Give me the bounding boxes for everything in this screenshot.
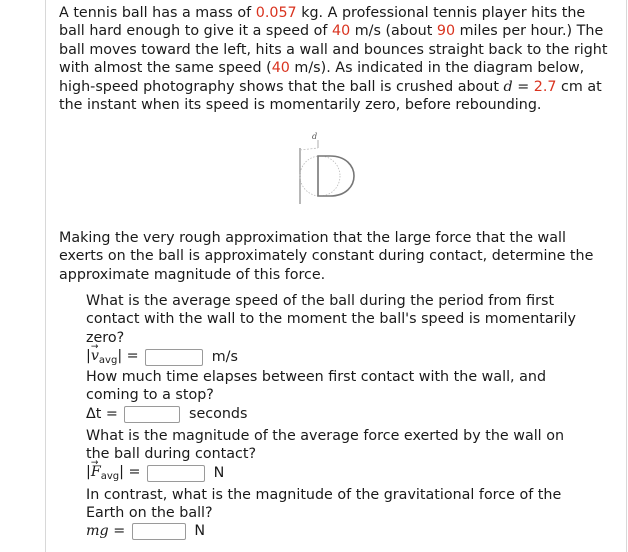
gravity-answer-input[interactable] (132, 523, 186, 540)
dimension-line (300, 148, 318, 150)
vavg-label: |→ $v_{avg}|$ = (86, 346, 139, 368)
question-gravity (86, 486, 606, 523)
text: high-speed photography shows that the ball is crushed about (59, 78, 504, 95)
text: ball hard enough to give it a speed of (59, 23, 332, 40)
text: m/s (about (350, 23, 437, 40)
force-unit: N (213, 465, 225, 481)
text: m/s). As indicated in the diagram below, (289, 60, 585, 77)
question-time (86, 368, 606, 405)
f-symbol: F (90, 464, 101, 480)
text-line: contact with the wall to the moment the ball's speed is momentarily (86, 311, 576, 328)
text: A tennis ball has a mass of (59, 5, 256, 21)
time-answer-input[interactable] (124, 406, 180, 423)
d-symbol: d (503, 78, 513, 95)
d-label: d (312, 132, 318, 141)
text-line: How much time elapses between first contact with the wall, and (86, 369, 547, 385)
text-line: zero? (86, 329, 125, 346)
problem-line: the instant when its speed is momentarily zero, before rebounding. (59, 97, 542, 114)
uncrushed-ball-outline (300, 156, 340, 196)
answer-row-gravity (86, 521, 205, 541)
crush-distance-value: 2.7 (533, 78, 557, 95)
question-force (86, 427, 606, 464)
gravity-unit: N (194, 523, 206, 539)
mg-symbol: mg = (86, 523, 126, 539)
text: kg. A professional tennis player hits the (296, 5, 586, 21)
answer-row-speed (86, 346, 238, 366)
text-line: approximate magnitude of this force. (59, 266, 326, 283)
question-average-speed (86, 292, 606, 347)
speed-unit: m/s (211, 349, 238, 365)
text: cm at (556, 78, 602, 95)
time-unit: seconds (189, 406, 248, 422)
text-line: What is the average speed of the ball during the period from first (86, 293, 555, 309)
text: miles per hour.) The (455, 23, 604, 40)
text-line: coming to a stop? (86, 387, 214, 404)
text-line: Making the very rough approximation that the large force that the wall (59, 230, 566, 246)
v-symbol: v (90, 348, 99, 364)
crushed-ball (318, 156, 354, 196)
delta-t-label: Δt = (86, 406, 118, 422)
problem-line (59, 59, 617, 77)
problem-line (59, 78, 617, 96)
answer-row-force (86, 462, 224, 482)
problem-line (59, 22, 617, 40)
text-line: exerts on the ball is approximately constant during contact, determine the (59, 248, 594, 265)
mass-value: 0.057 (255, 5, 297, 21)
favg-label: |→ $F_{avg}|$ = (86, 462, 141, 484)
avg-subscript: avg (98, 355, 118, 366)
rebound-speed-value: 40 (271, 60, 290, 77)
problem-statement (59, 4, 617, 114)
force-answer-input[interactable] (147, 465, 205, 482)
ball-wall-diagram (296, 128, 360, 206)
mg-label (86, 521, 125, 541)
text: = (512, 78, 534, 95)
text: with almost the same speed ( (59, 60, 272, 77)
avg-subscript: avg (100, 471, 120, 482)
mph-value: 90 (436, 23, 456, 40)
text-line: the ball during contact? (86, 446, 257, 463)
answer-row-time (86, 404, 247, 424)
speed-answer-input[interactable] (145, 349, 203, 366)
problem-line: ball moves toward the left, hits a wall and bounces straight back to the right (59, 41, 608, 58)
approximation-text (59, 229, 617, 284)
problem-line (59, 4, 617, 22)
text-line: In contrast, what is the magnitude of the gravitational force of the (86, 487, 562, 503)
speed-value: 40 (331, 23, 351, 40)
text-line: What is the magnitude of the average force exerted by the wall on (86, 428, 565, 444)
text-line: Earth on the ball? (86, 505, 213, 522)
